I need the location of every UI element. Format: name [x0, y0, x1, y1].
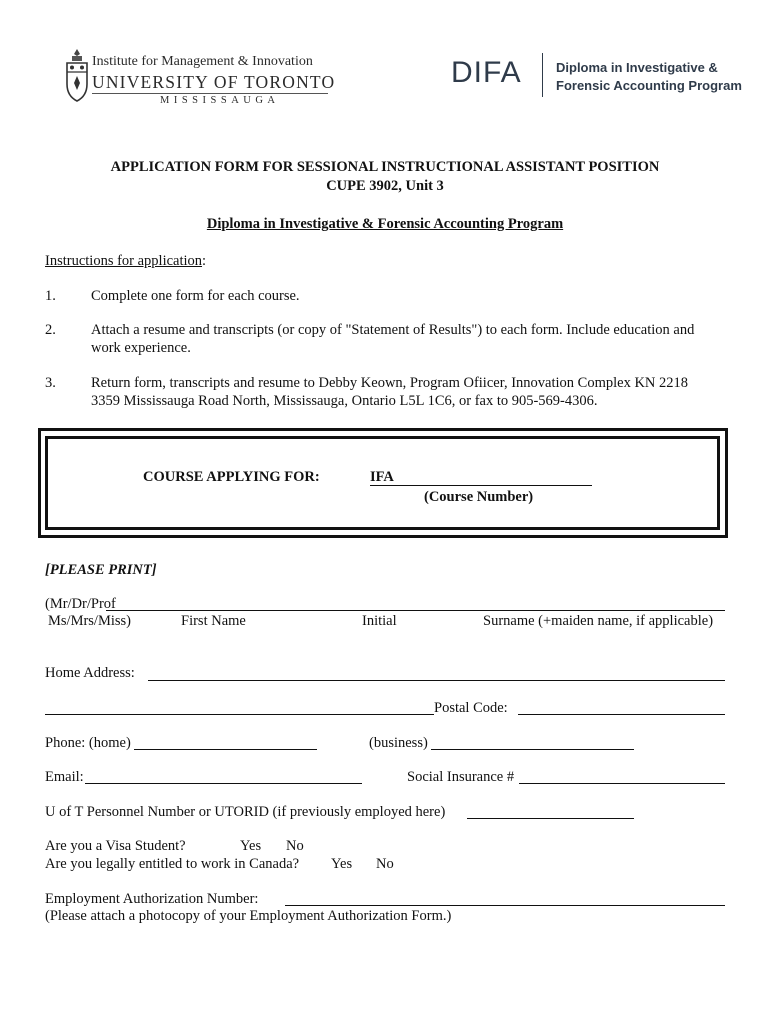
form-title: APPLICATION FORM FOR SESSIONAL INSTRUCTIONAL ASSISTANT POSITION	[110, 159, 660, 175]
instruction-text-continued: work experience.	[91, 340, 191, 356]
work-no-option[interactable]: No	[376, 856, 394, 872]
first-name-label: First Name	[181, 613, 246, 629]
personnel-number-field[interactable]	[467, 818, 634, 819]
sin-label: Social Insurance #	[407, 769, 515, 785]
phone-home-field[interactable]	[134, 749, 317, 750]
course-number-field[interactable]	[370, 485, 592, 486]
visa-no-option[interactable]: No	[286, 838, 304, 854]
course-number-caption: (Course Number)	[424, 489, 534, 505]
uoft-crest-icon	[64, 48, 90, 102]
email-label: Email:	[45, 769, 84, 785]
phone-home-label: Phone: (home)	[45, 735, 131, 751]
employment-auth-field[interactable]	[285, 905, 725, 906]
visa-question: Are you a Visa Student?	[45, 838, 186, 854]
employment-auth-note: (Please attach a photocopy of your Employment Authorization Form.)	[45, 908, 452, 924]
initial-label: Initial	[362, 613, 397, 629]
postal-code-field[interactable]	[518, 714, 725, 715]
uoft-logo-rule	[92, 93, 328, 94]
email-field[interactable]	[85, 783, 362, 784]
course-applying-label: COURSE APPLYING FOR:	[143, 469, 320, 485]
instructions-heading-colon: :	[202, 253, 207, 269]
phone-business-label: (business)	[369, 735, 428, 751]
uoft-logo-line2: UNIVERSITY OF TORONTO	[92, 72, 336, 92]
full-name-field[interactable]	[106, 610, 725, 611]
course-prefix: IFA	[370, 469, 394, 485]
visa-yes-option[interactable]: Yes	[240, 838, 262, 854]
name-prefix-label-continued: Ms/Mrs/Miss)	[48, 613, 131, 629]
uoft-logo-line1: Institute for Management & Innovation	[92, 54, 313, 69]
difa-logo-word: DIFA	[451, 56, 522, 89]
instruction-number: 2.	[45, 322, 56, 338]
please-print-note: [PLEASE PRINT]	[45, 562, 157, 578]
instructions-heading	[45, 253, 206, 270]
employment-auth-label: Employment Authorization Number:	[45, 891, 259, 907]
instruction-text: Complete one form for each course.	[91, 288, 300, 304]
instruction-number: 1.	[45, 288, 56, 304]
program-title: Diploma in Investigative & Forensic Accounting Program	[206, 216, 564, 232]
home-address-field[interactable]	[148, 680, 725, 681]
personnel-number-label: U of T Personnel Number or UTORID (if previously employed here)	[45, 804, 446, 820]
instruction-number: 3.	[45, 375, 56, 391]
difa-logo-line2: Forensic Accounting Program	[556, 78, 742, 93]
instructions-heading-text: Instructions for application	[45, 253, 203, 269]
postal-code-label: Postal Code:	[434, 700, 508, 716]
surname-label: Surname (+maiden name, if applicable)	[483, 613, 714, 629]
instruction-text: Attach a resume and transcripts (or copy of "Statement of Results") to each form. Include education and	[91, 322, 695, 338]
name-prefix-label: (Mr/Dr/Prof	[45, 596, 116, 612]
home-address-label: Home Address:	[45, 665, 135, 681]
difa-logo-divider	[542, 53, 543, 97]
phone-business-field[interactable]	[431, 749, 634, 750]
sin-field[interactable]	[519, 783, 725, 784]
instruction-text: Return form, transcripts and resume to Debby Keown, Program Ofiicer, Innovation Complex KN 2218	[91, 375, 689, 391]
work-question: Are you legally entitled to work in Canada?	[45, 856, 300, 872]
instruction-text-continued: 3359 Mississauga Road North, Mississauga, Ontario L5L 1C6, or fax to 905-569-4306.	[91, 393, 598, 409]
form-subtitle: CUPE 3902, Unit 3	[326, 178, 444, 194]
work-yes-option[interactable]: Yes	[331, 856, 353, 872]
address-line-2-field[interactable]	[45, 714, 434, 715]
difa-logo-line1: Diploma in Investigative &	[556, 60, 718, 75]
uoft-logo-line3: MISSISSAUGA	[160, 95, 280, 106]
